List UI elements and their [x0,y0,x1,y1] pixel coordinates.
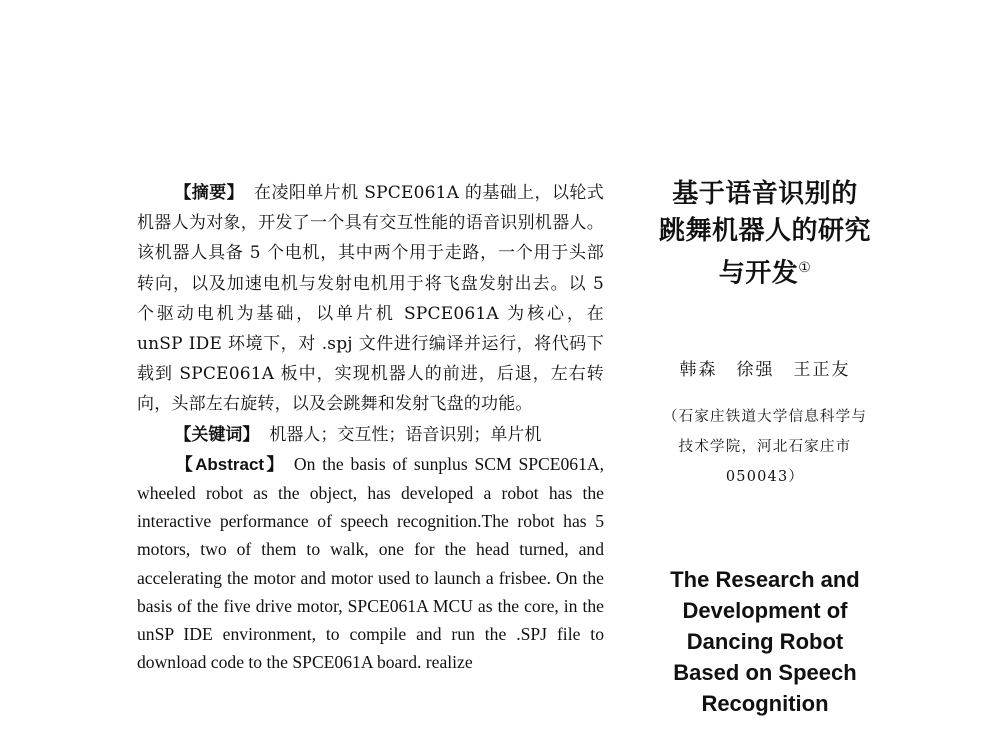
affiliation [640,402,890,492]
chinese-title-line-2: 跳舞机器人的研究 [658,216,871,246]
affiliation-line-1: （石家庄铁道大学信息科学与 [662,408,868,425]
english-abstract-text: On the basis of sunplus SCM SPCE061A, wheeled robot as the object, has developed a robot has the interactive performance of speech recognition.The robot has 5 motors, two of them to walk, one for the head turned, and accelerating the motor and motor used to launch a frisbee. On the basis of the five drive motor, SPCE061A MCU as the core, in the unSP IDE environment, to compile and run the .SPJ file to download code to the SPCE061A board. realize [137,453,604,673]
title-column [640,176,890,719]
chinese-abstract [137,178,604,420]
english-title-line-3: Dancing Robot [686,628,844,654]
affiliation-line-3: 050043） [725,468,805,485]
english-title-line-4: Based on Speech [673,659,857,685]
abstract-column [137,178,604,676]
affiliation-line-2: 技术学院，河北石家庄市 [678,438,852,455]
chinese-title [640,176,890,293]
authors: 韩森 徐强 王正友 [679,359,851,380]
chinese-abstract-text: 在凌阳单片机 SPCE061A 的基础上，以轮式机器人为对象，开发了一个具有交互性能的语音识别机器人。该机器人具备 5 个电机，其中两个用于走路，一个用于头部转向，以及加速电机与发射电机用于将飞盘发射出去。以 5 个驱动电机为基础，以单片机 SPCE061A 为核心，在 unSP IDE 环境下，对 .spj 文件进行编译并运行，将代码下载到 SPCE061A 板中，实现机器人的前进，后退，左右转向，头部左右旋转，以及会跳舞和发射飞盘的功能。 [137,183,604,415]
english-title-line-2: Development of [682,597,848,623]
english-abstract [137,450,604,677]
chinese-keywords-text: 机器人；交互性；语音识别；单片机 [269,424,542,445]
chinese-abstract-label: 【摘要】 [174,183,245,203]
english-title-line-5: Recognition [701,690,829,716]
chinese-keywords [137,420,604,450]
chinese-title-line-3 [640,250,890,293]
chinese-title-line-1: 基于语音识别的 [672,179,858,209]
footnote-mark: ① [798,260,812,276]
chinese-keywords-label: 【关键词】 [174,424,260,445]
english-title [640,564,890,719]
english-abstract-label: 【Abstract】 [175,454,286,474]
chinese-title-line-3-text: 与开发 [718,258,799,289]
english-title-line-1: The Research and [670,566,860,592]
